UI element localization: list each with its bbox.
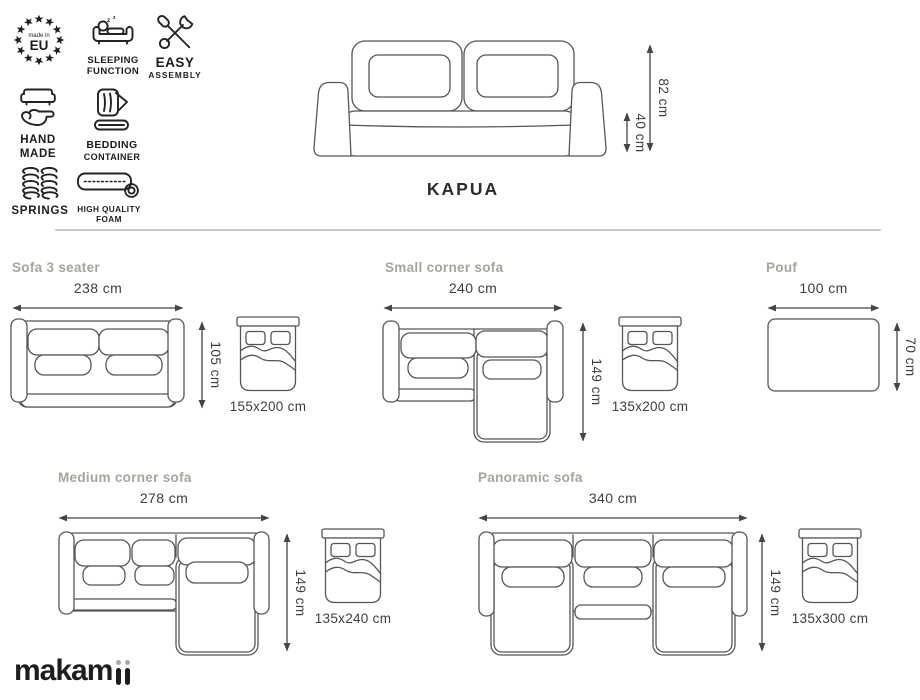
depth-dimension (197, 321, 223, 409)
badge-hand-made (12, 86, 64, 162)
width-value: 240 cm (448, 280, 498, 296)
logo-i-glyph (116, 659, 121, 686)
depth-value: 149 cm (293, 568, 308, 617)
bed-top-view-icon (798, 528, 862, 606)
badge-sleeping-function (83, 13, 143, 78)
depth-dimension (892, 322, 918, 392)
sofa-3-seater-top-view-drawing (10, 318, 185, 410)
badge-high-quality-foam (75, 169, 143, 225)
badge-label: EASY (155, 55, 195, 70)
made-in-eu-icon (12, 12, 66, 68)
badge-label: FOAM (96, 214, 122, 224)
bedding-container-icon (92, 87, 132, 135)
depth-value: 105 cm (208, 341, 223, 389)
badge-label: MADE (19, 147, 57, 160)
sleeping-function-icon (90, 13, 136, 51)
horizontal-arrow (58, 513, 270, 523)
width-value: 278 cm (139, 490, 189, 506)
depth-value: 70 cm (903, 337, 918, 377)
sleep-z-glyph: z (113, 15, 116, 21)
bed-size-label: 135x300 cm (791, 611, 869, 626)
depth-dimension (757, 533, 783, 652)
sleep-z-glyph: z (107, 17, 111, 24)
vertical-arrow (282, 533, 292, 652)
width-value: 340 cm (588, 490, 638, 506)
width-value: 238 cm (73, 280, 123, 296)
section-title-sofa-3-seater: Sofa 3 seater (12, 260, 100, 275)
seat-height-dimension (622, 112, 648, 153)
section-title-small-corner-sofa: Small corner sofa (385, 260, 504, 275)
brand-logo-text: makam (14, 654, 113, 687)
horizontal-arrow (478, 513, 748, 523)
section-divider (55, 229, 881, 231)
springs-icon (20, 167, 60, 201)
badge-label: CONTAINER (83, 151, 141, 162)
hand-made-icon (18, 86, 58, 130)
badge-label: HAND (20, 134, 56, 146)
sofa-front-view-drawing (312, 36, 608, 158)
horizontal-arrow (12, 303, 184, 313)
badge-bedding-container (79, 87, 145, 162)
easy-assembly-icon (155, 13, 195, 51)
width-dimension (383, 280, 563, 318)
section-title-panoramic-sofa: Panoramic sofa (478, 470, 583, 485)
width-dimension (58, 490, 270, 528)
bed-size-label: 135x240 cm (314, 611, 392, 626)
vertical-arrow (197, 321, 207, 409)
vertical-arrow (757, 533, 767, 652)
panoramic-sofa-top-view-drawing (478, 531, 748, 657)
brand-logo (14, 656, 130, 686)
badge-easy-assembly (146, 13, 204, 81)
logo-i-glyph (125, 659, 130, 686)
vertical-arrow (622, 112, 632, 153)
bed-top-view-icon (618, 316, 682, 394)
bed-size-label: 155x200 cm (229, 399, 307, 414)
width-dimension (478, 490, 748, 528)
depth-dimension (578, 322, 604, 442)
badge-made-in-eu (11, 12, 67, 72)
product-name: KAPUA (426, 179, 500, 199)
small-corner-sofa-top-view-drawing (382, 319, 564, 444)
width-dimension (12, 280, 184, 318)
pouf-top-view-drawing (767, 318, 880, 392)
depth-dimension (282, 533, 308, 652)
section-title-pouf: Pouf (766, 260, 798, 275)
depth-value: 149 cm (589, 358, 604, 406)
bed-top-view-icon (236, 316, 300, 394)
badge-label: FUNCTION (86, 66, 140, 78)
high-quality-foam-icon (77, 169, 141, 201)
bed-top-view-icon (321, 528, 385, 606)
section-title-medium-corner-sofa: Medium corner sofa (58, 470, 192, 485)
eu-label: EU (29, 38, 49, 53)
depth-value: 149 cm (768, 568, 783, 617)
vertical-arrow (892, 322, 902, 392)
badge-label: SPRINGS (11, 205, 69, 217)
made-in-label: made in (28, 33, 50, 39)
width-dimension (767, 280, 880, 318)
width-value: 100 cm (799, 280, 848, 296)
horizontal-arrow (767, 303, 880, 313)
badge-springs (13, 167, 67, 219)
badge-label: SLEEPING (87, 55, 139, 66)
medium-corner-sofa-top-view-drawing (58, 531, 270, 657)
vertical-arrow (578, 322, 588, 442)
bed-size-label: 135x200 cm (611, 399, 689, 414)
badge-label: BEDDING (86, 139, 138, 151)
badge-label: HIGH QUALITY (77, 205, 141, 214)
seat-height-value: 40 cm (633, 112, 648, 153)
badge-label: ASSEMBLY (148, 70, 202, 81)
horizontal-arrow (383, 303, 563, 313)
height-value: 82 cm (656, 78, 671, 118)
